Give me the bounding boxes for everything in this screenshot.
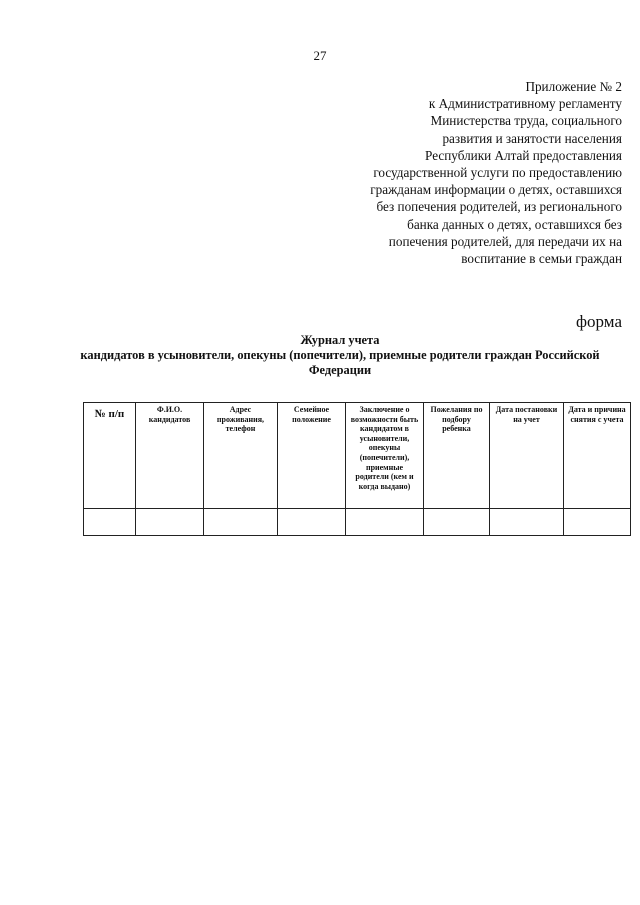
table-cell — [278, 509, 346, 536]
table-cell — [84, 509, 136, 536]
table-cell — [204, 509, 278, 536]
appendix-line: Министерства труда, социального — [430, 113, 622, 129]
page-number: 27 — [313, 48, 327, 63]
column-header-number: № п/п — [84, 403, 136, 509]
table-cell — [564, 509, 631, 536]
appendix-line: гражданам информации о детях, оставшихся — [370, 182, 622, 198]
appendix-line: развития и занятости населения — [442, 130, 622, 146]
register-table — [83, 402, 631, 536]
appendix-block — [332, 78, 622, 267]
column-header-wishes: Пожелания по подбору ребенка — [424, 403, 490, 509]
journal-title-line: Федерации — [308, 363, 372, 377]
appendix-line: без попечения родителей, из регионального — [376, 199, 622, 215]
appendix-line: банка данных о детях, оставшихся без — [407, 216, 622, 232]
appendix-line: государственной услуги по предоставлению — [373, 165, 622, 181]
journal-title-line: кандидатов в усыновители, опекуны (попечители), приемные родители граждан Российской — [80, 348, 600, 362]
column-header-address: Адрес проживания, телефон — [204, 403, 278, 509]
journal-title-line: Журнал учета — [300, 333, 380, 347]
appendix-line: к Административному регламенту — [428, 96, 622, 112]
table-cell — [136, 509, 204, 536]
column-header-family-status: Семейное положение — [278, 403, 346, 509]
column-header-removal-date: Дата и причина снятия с учета — [564, 403, 631, 509]
table-cell — [490, 509, 564, 536]
column-header-conclusion: Заключение о возможности быть кандидатом в усыновители, опекуны (попечители), приемные родители (кем и когда выдано) — [346, 403, 424, 509]
column-header-registration-date: Дата постановки на учет — [490, 403, 564, 509]
journal-title — [60, 333, 620, 378]
appendix-line: воспитание в семьи граждан — [461, 251, 622, 267]
appendix-line: попечения родителей, для передачи их на — [388, 233, 622, 249]
form-label: форма — [576, 312, 622, 331]
table-header-row — [84, 403, 631, 509]
table-cell — [346, 509, 424, 536]
table-row — [84, 509, 631, 536]
appendix-line: Республики Алтай предоставления — [425, 147, 622, 163]
column-header-name: Ф.И.О. кандидатов — [136, 403, 204, 509]
appendix-line: Приложение № 2 — [525, 79, 622, 94]
table-cell — [424, 509, 490, 536]
